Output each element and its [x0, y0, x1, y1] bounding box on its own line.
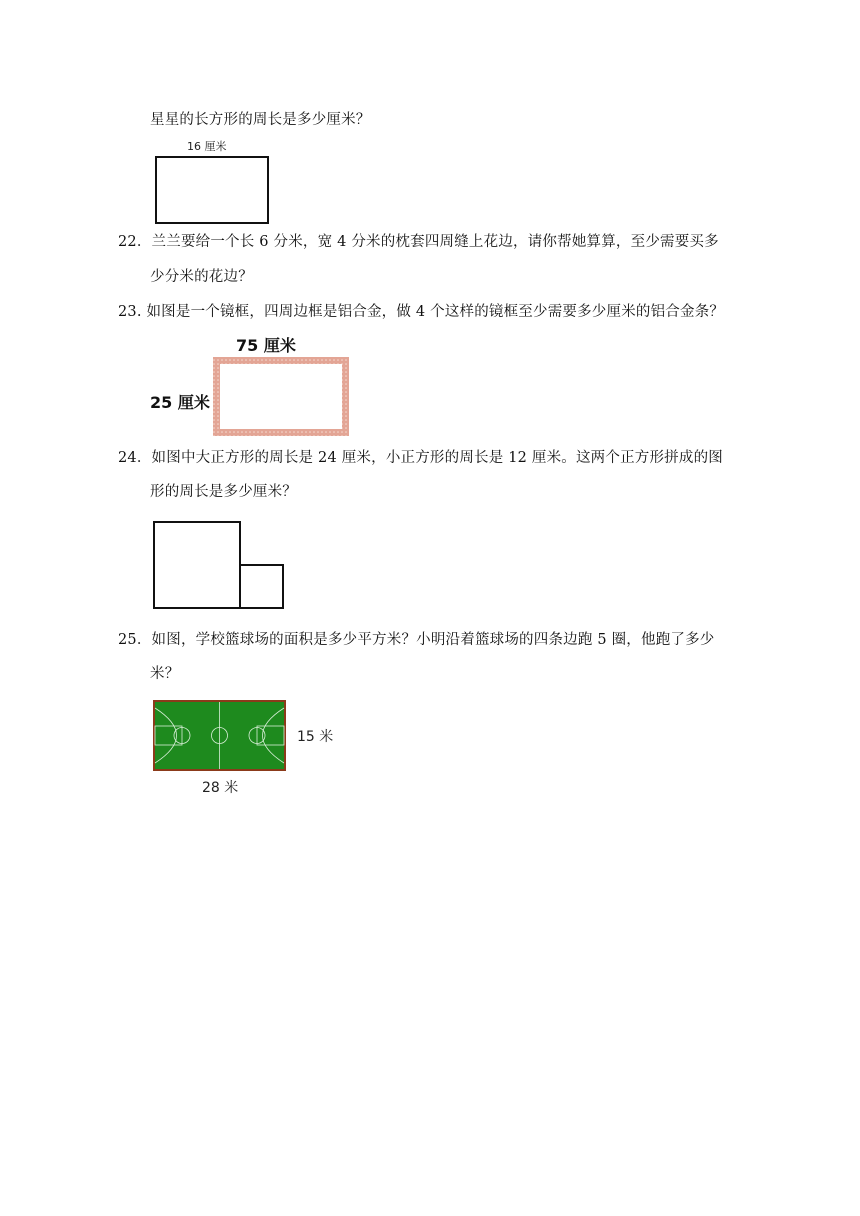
- q24-squares-figure: [150, 518, 290, 612]
- q23-frame-glass: [220, 364, 342, 429]
- q22-question-line2: 少分米的花边？: [150, 269, 253, 285]
- q25-question-line1: 25．如图，学校篮球场的面积是多少平方米？小明沿着篮球场的四条边跑 5 圈，他跑了多少: [118, 632, 715, 648]
- q25-basketball-court-figure: [150, 698, 340, 798]
- q23-question-line1: 23. 如图是一个镜框，四周边框是铝合金，做 4 个这样的镜框至少需要多少厘米的铝合金条？: [118, 304, 725, 320]
- q24-question-line1: 24．如图中大正方形的周长是 24 厘米，小正方形的周长是 12 厘米。这两个正方形拼成的图: [118, 450, 723, 466]
- q21-rectangle: [156, 157, 268, 223]
- q21-question-continuation: 星星的长方形的周长是多少厘米？: [150, 112, 371, 128]
- q25-width-label: 15 米: [297, 729, 334, 745]
- q23-width-label: 25 厘米: [150, 393, 210, 412]
- q24-squares-svg: [150, 518, 290, 612]
- q22-question-line1: 22．兰兰要给一个长 6 分米，宽 4 分米的枕套四周缝上花边，请你帮她算算，至少需要买多: [118, 234, 719, 250]
- q23-mirror-frame-svg: [148, 334, 358, 440]
- q24-large-square: [154, 522, 240, 608]
- q21-rectangle-figure: [150, 136, 280, 228]
- q24-question-line2: 形的周长是多少厘米？: [150, 484, 297, 500]
- q21-rectangle-svg: [150, 136, 280, 228]
- q23-mirror-frame-figure: [148, 334, 358, 440]
- q25-length-label: 28 米: [202, 780, 239, 796]
- q24-small-square: [240, 565, 283, 608]
- q25-court-svg: [150, 698, 340, 798]
- q21-length-label: 16 厘米: [187, 140, 227, 153]
- q23-length-label: 75 厘米: [236, 336, 296, 355]
- q25-question-line2: 米？: [150, 666, 180, 682]
